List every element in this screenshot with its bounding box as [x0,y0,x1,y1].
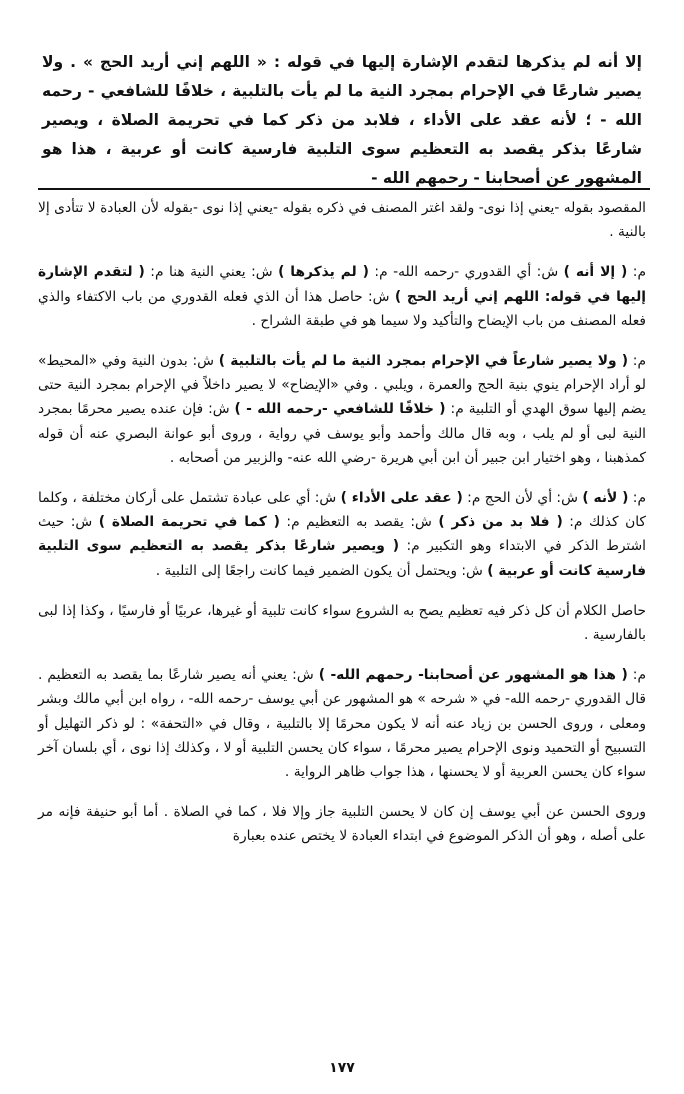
sharh-paragraph-7: وروى الحسن عن أبي يوسف إن كان لا يحسن التلبية جاز وإلا فلا ، كما في الصلاة . أما أبو حنيفة فإنه مر على أصله ، وهو أن الذكر الموضوع في ابتداء العبادة لا يختص عنده بعبارة [38,804,646,845]
commentary-text: ش: حاصل هذا أن الذي فعله القدوري من باب الاكتفاء والذي فعله المصنف من باب الإيضاح والتأكيد ولا سيما هو في طبقة الشراح . [38,288,646,329]
commentary-text: ش: ويحتمل أن يكون الضمير فيما كانت راجعًا إلى التلبية . [155,562,488,579]
commentary-text: ش: حيث اشترط الذكر في الابتداء وهو التكبير م: [38,514,646,555]
matn-quote: ( لتقدم الإشارة إليها في قوله: اللهم إني أريد الحج ) [38,264,646,305]
matn-quote: ( لم يذكرها ) [278,264,369,281]
matn-quote: ( لأنه ) [582,490,629,507]
marker-mim: م: [627,667,646,684]
commentary-text: ش: أي على عبادة تشتمل على أركان مختلفة ، وكلما كان كذلك م: [38,490,646,531]
commentary-text: ش: يعني النية هنا م: [144,264,279,281]
commentary-text: ش: بدون النية وفي «المحيط» لو أراد الإحرام ينوي بنية الحج والعمرة ، ويلبي . وفي «الإيضاح» لا يصير داخلاً في الإحرام بمجرد النية حتى يضم إليها سوق الهدي أو التلبية م: [38,353,646,418]
commentary-text: ش: يعني أنه يصير شارعًا بما يقصد به التعظيم . قال القدوري -رحمه الله- في « شرحه » هو المشهور عن أبي يوسف -رحمه الله- ، رواه ابن أبي مالك وبشر ومعلى ، وروى الحسن بن زياد عنه أنه لا يكون محرمًا إلا بالتلبية ، وقال في «التحفة» : لو ذكر التهليل أو التسبيح أو التحميد ونوى الإحرام يصير محرمًا ، سواء كان يحسن التلبية أو لا ، وكذلك إذا نوى ، أي بلسان آخر سواء كان يحسن العربية أو لا يحسنها ، هذا جواب ظاهر الرواية . [38,667,646,781]
matn-quote: ( إلا أنه ) [563,264,628,281]
commentary-text: ش: فإن عنده يصير محرمًا بمجرد النية لبى أو لم يلب ، وبه قال مالك وأحمد وأبو يوسف في رواية ، وروى أبو عوانة البصري عنه أن قوله كمذهبنا ، وهو اختيار ابن جبير أن ابن أبي هريرة -رضي الله عنه- والزبير من أصحابه . [38,401,646,466]
matn-quote: ( عقد على الأداء ) [340,490,463,507]
commentary-text: ش: أي القدوري -رحمه الله- م: [368,264,564,281]
commentary-text: ش: أي لأن الحج م: [462,490,583,507]
sharh-paragraph-6 [38,663,646,784]
marker-mim: م: [628,353,647,370]
sharh-paragraph-3 [38,349,646,470]
sharh-paragraph-5: حاصل الكلام أن كل ذكر فيه تعظيم يصح به الشروع سواء كانت تلبية أو غيرها، عربيًا أو فارسيًا ، وكذا إذا لبى بالفارسية . [38,602,646,644]
matn-quote: ( هذا هو المشهور عن أصحابنا- رحمهم الله- ) [318,667,628,684]
matn-quote: ( فلا بد من ذكر ) [438,514,563,531]
sharh-paragraph-2 [38,260,646,333]
sharh-paragraph-1: المقصود بقوله -يعني إذا نوى- ولقد اغتر المصنف في ذكره بقوله -يعني إذا نوى -بقوله لأن العبادة لا تتأدى إلا بالنية . [38,200,646,241]
separator-rule [38,188,650,190]
commentary-text: ش: يقصد به التعظيم م: [279,514,439,531]
matn-text: إلا أنه لم يذكرها لتقدم الإشارة إليها في قوله : « اللهم إني أريد الحج » . ولا يصير شارعًا في الإحرام بمجرد النية ما لم يأت بالتلبية ، خلافًا للشافعي - رحمه الله - ؛ لأنه عقد على الأداء ، فلابد من ذكر كما في تحريمة الصلاة ، ويصير شارعًا بذكر يقصد به التعظيم سوى التلبية فارسية كانت أو عربية ، هذا هو المشهور عن أصحابنا - رحمهم الله - [42,53,642,187]
page-number: ١٧٧ [329,1060,355,1076]
matn-quote: ( ويصير شارعًا بذكر يقصد به التعظيم سوى التلبية فارسية كانت أو عربية ) [38,538,646,579]
matn-quote: ( خلافًا للشافعي -رحمه الله - ) [234,401,446,418]
matn-quote: ( ولا يصير شارعاً في الإحرام بمجرد النية ما لم يأت بالتلبية ) [218,353,629,370]
marker-mim: م: [627,264,647,281]
sharh-commentary [38,196,646,865]
matn-quote: ( كما في تحريمة الصلاة ) [98,514,280,531]
sharh-paragraph-4 [38,486,646,583]
marker-mim: م: [628,490,646,507]
